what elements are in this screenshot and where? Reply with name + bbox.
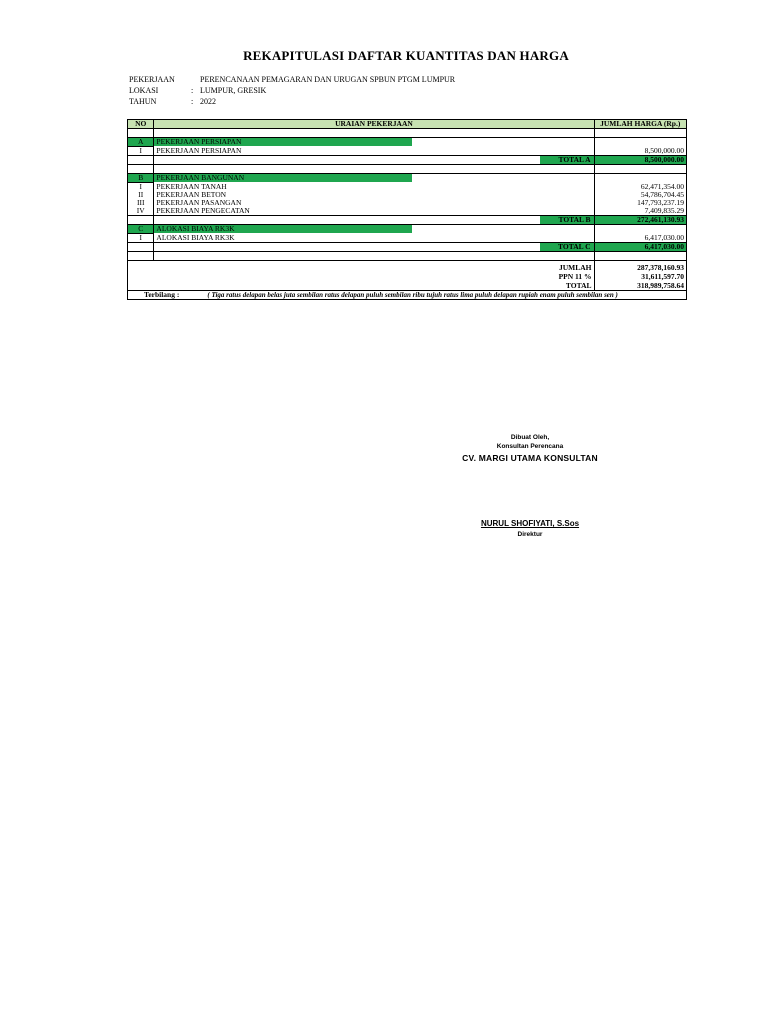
made-by-label: Dibuat Oleh,	[510, 434, 550, 441]
table-row	[128, 147, 687, 156]
recap-table	[127, 119, 687, 300]
signatory-name: NURUL SHOFIYATI, S.Sos	[480, 519, 580, 528]
grand-total-label: TOTAL	[154, 281, 594, 291]
item-no: I	[128, 183, 154, 192]
terbilang-text: ( Tiga ratus delapan belas juta sembilan ratus delapan puluh sembilan ribu tujuh ratus lima puluh delapan rupiah enam puluh sembilan sen )	[207, 291, 618, 299]
meta-tahun-label: TAHUN	[129, 97, 157, 106]
meta-colon: :	[191, 86, 194, 95]
section-title: PEKERJAAN BANGUNAN	[154, 174, 412, 182]
document-title: REKAPITULASI DAFTAR KUANTITAS DAN HARGA	[243, 48, 569, 63]
item-uraian: PEKERJAAN PENGECATAN	[154, 207, 594, 216]
item-amount: 54,786,704.45	[594, 191, 687, 199]
total-label: TOTAL C	[540, 243, 593, 251]
spacer-row	[128, 129, 687, 138]
table-row	[128, 183, 687, 192]
table-row	[128, 199, 687, 207]
total-row	[128, 243, 687, 252]
terbilang-row	[128, 291, 687, 300]
item-no: IV	[128, 207, 154, 216]
table-row	[128, 191, 687, 199]
section-code: C	[128, 225, 154, 234]
summary-row-ppn	[128, 272, 687, 281]
header-uraian: URAIAN PEKERJAAN	[154, 120, 594, 129]
table-row	[128, 207, 687, 216]
item-amount: 6,417,030.00	[594, 234, 687, 243]
item-no: I	[128, 234, 154, 243]
firm-name: CV. MARGI UTAMA KONSULTAN	[462, 453, 598, 463]
total-label: TOTAL B	[540, 216, 593, 224]
item-amount: 8,500,000.00	[594, 147, 687, 156]
signatory-position: Direktur	[517, 531, 543, 538]
meta-tahun-value: 2022	[200, 97, 216, 106]
header-jumlah: JUMLAH HARGA (Rp.)	[594, 120, 687, 129]
table-row	[128, 234, 687, 243]
summary-row-jumlah	[128, 261, 687, 273]
meta-lokasi-label: LOKASI	[129, 86, 159, 95]
section-code: B	[128, 174, 154, 183]
signature-block	[420, 433, 640, 463]
item-no: I	[128, 147, 154, 156]
total-value: 272,461,130.93	[594, 216, 687, 225]
item-uraian: PEKERJAAN PERSIAPAN	[154, 147, 594, 156]
item-amount: 147,793,237.19	[594, 199, 687, 207]
ppn-label: PPN 11 %	[154, 272, 594, 281]
total-value: 8,500,000.00	[594, 156, 687, 165]
section-title: ALOKASI BIAYA RK3K	[154, 225, 412, 233]
ppn-value: 31,611,597.70	[594, 272, 687, 281]
meta-colon: :	[191, 97, 194, 106]
section-row	[128, 225, 687, 234]
jumlah-label: JUMLAH	[154, 261, 594, 273]
total-label: TOTAL A	[540, 156, 593, 164]
grand-total-value: 318,989,758.64	[594, 281, 687, 291]
signatory-block	[420, 519, 640, 539]
role-label: Konsultan Perencana	[496, 443, 564, 450]
item-uraian: ALOKASI BIAYA RK3K	[154, 234, 594, 243]
summary-row-total	[128, 281, 687, 291]
item-no: II	[128, 191, 154, 199]
item-uraian: PEKERJAAN PASANGAN	[154, 199, 594, 207]
terbilang-label: Terbilang :	[144, 290, 180, 299]
header-no: NO	[128, 120, 154, 129]
spacer-row	[128, 252, 687, 261]
section-row	[128, 138, 687, 147]
section-row	[128, 174, 687, 183]
table-header-row	[128, 120, 687, 129]
total-value: 6,417,030.00	[594, 243, 687, 252]
spacer-row	[128, 165, 687, 174]
item-uraian: PEKERJAAN BETON	[154, 191, 594, 199]
total-row	[128, 216, 687, 225]
item-amount: 7,409,835.29	[594, 207, 687, 216]
meta-lokasi-value: LUMPUR, GRESIK	[200, 86, 267, 95]
item-no: III	[128, 199, 154, 207]
item-amount: 62,471,354.00	[594, 183, 687, 192]
meta-pekerjaan-value: PERENCANAAN PEMAGARAN DAN URUGAN SPBUN PTGM LUMPUR	[200, 75, 456, 84]
total-row	[128, 156, 687, 165]
meta-pekerjaan-label: PEKERJAAN	[129, 75, 175, 84]
item-uraian: PEKERJAAN TANAH	[154, 183, 594, 192]
section-title: PEKERJAAN PERSIAPAN	[154, 138, 412, 146]
section-code: A	[128, 138, 154, 147]
jumlah-value: 287,378,160.93	[594, 261, 687, 273]
